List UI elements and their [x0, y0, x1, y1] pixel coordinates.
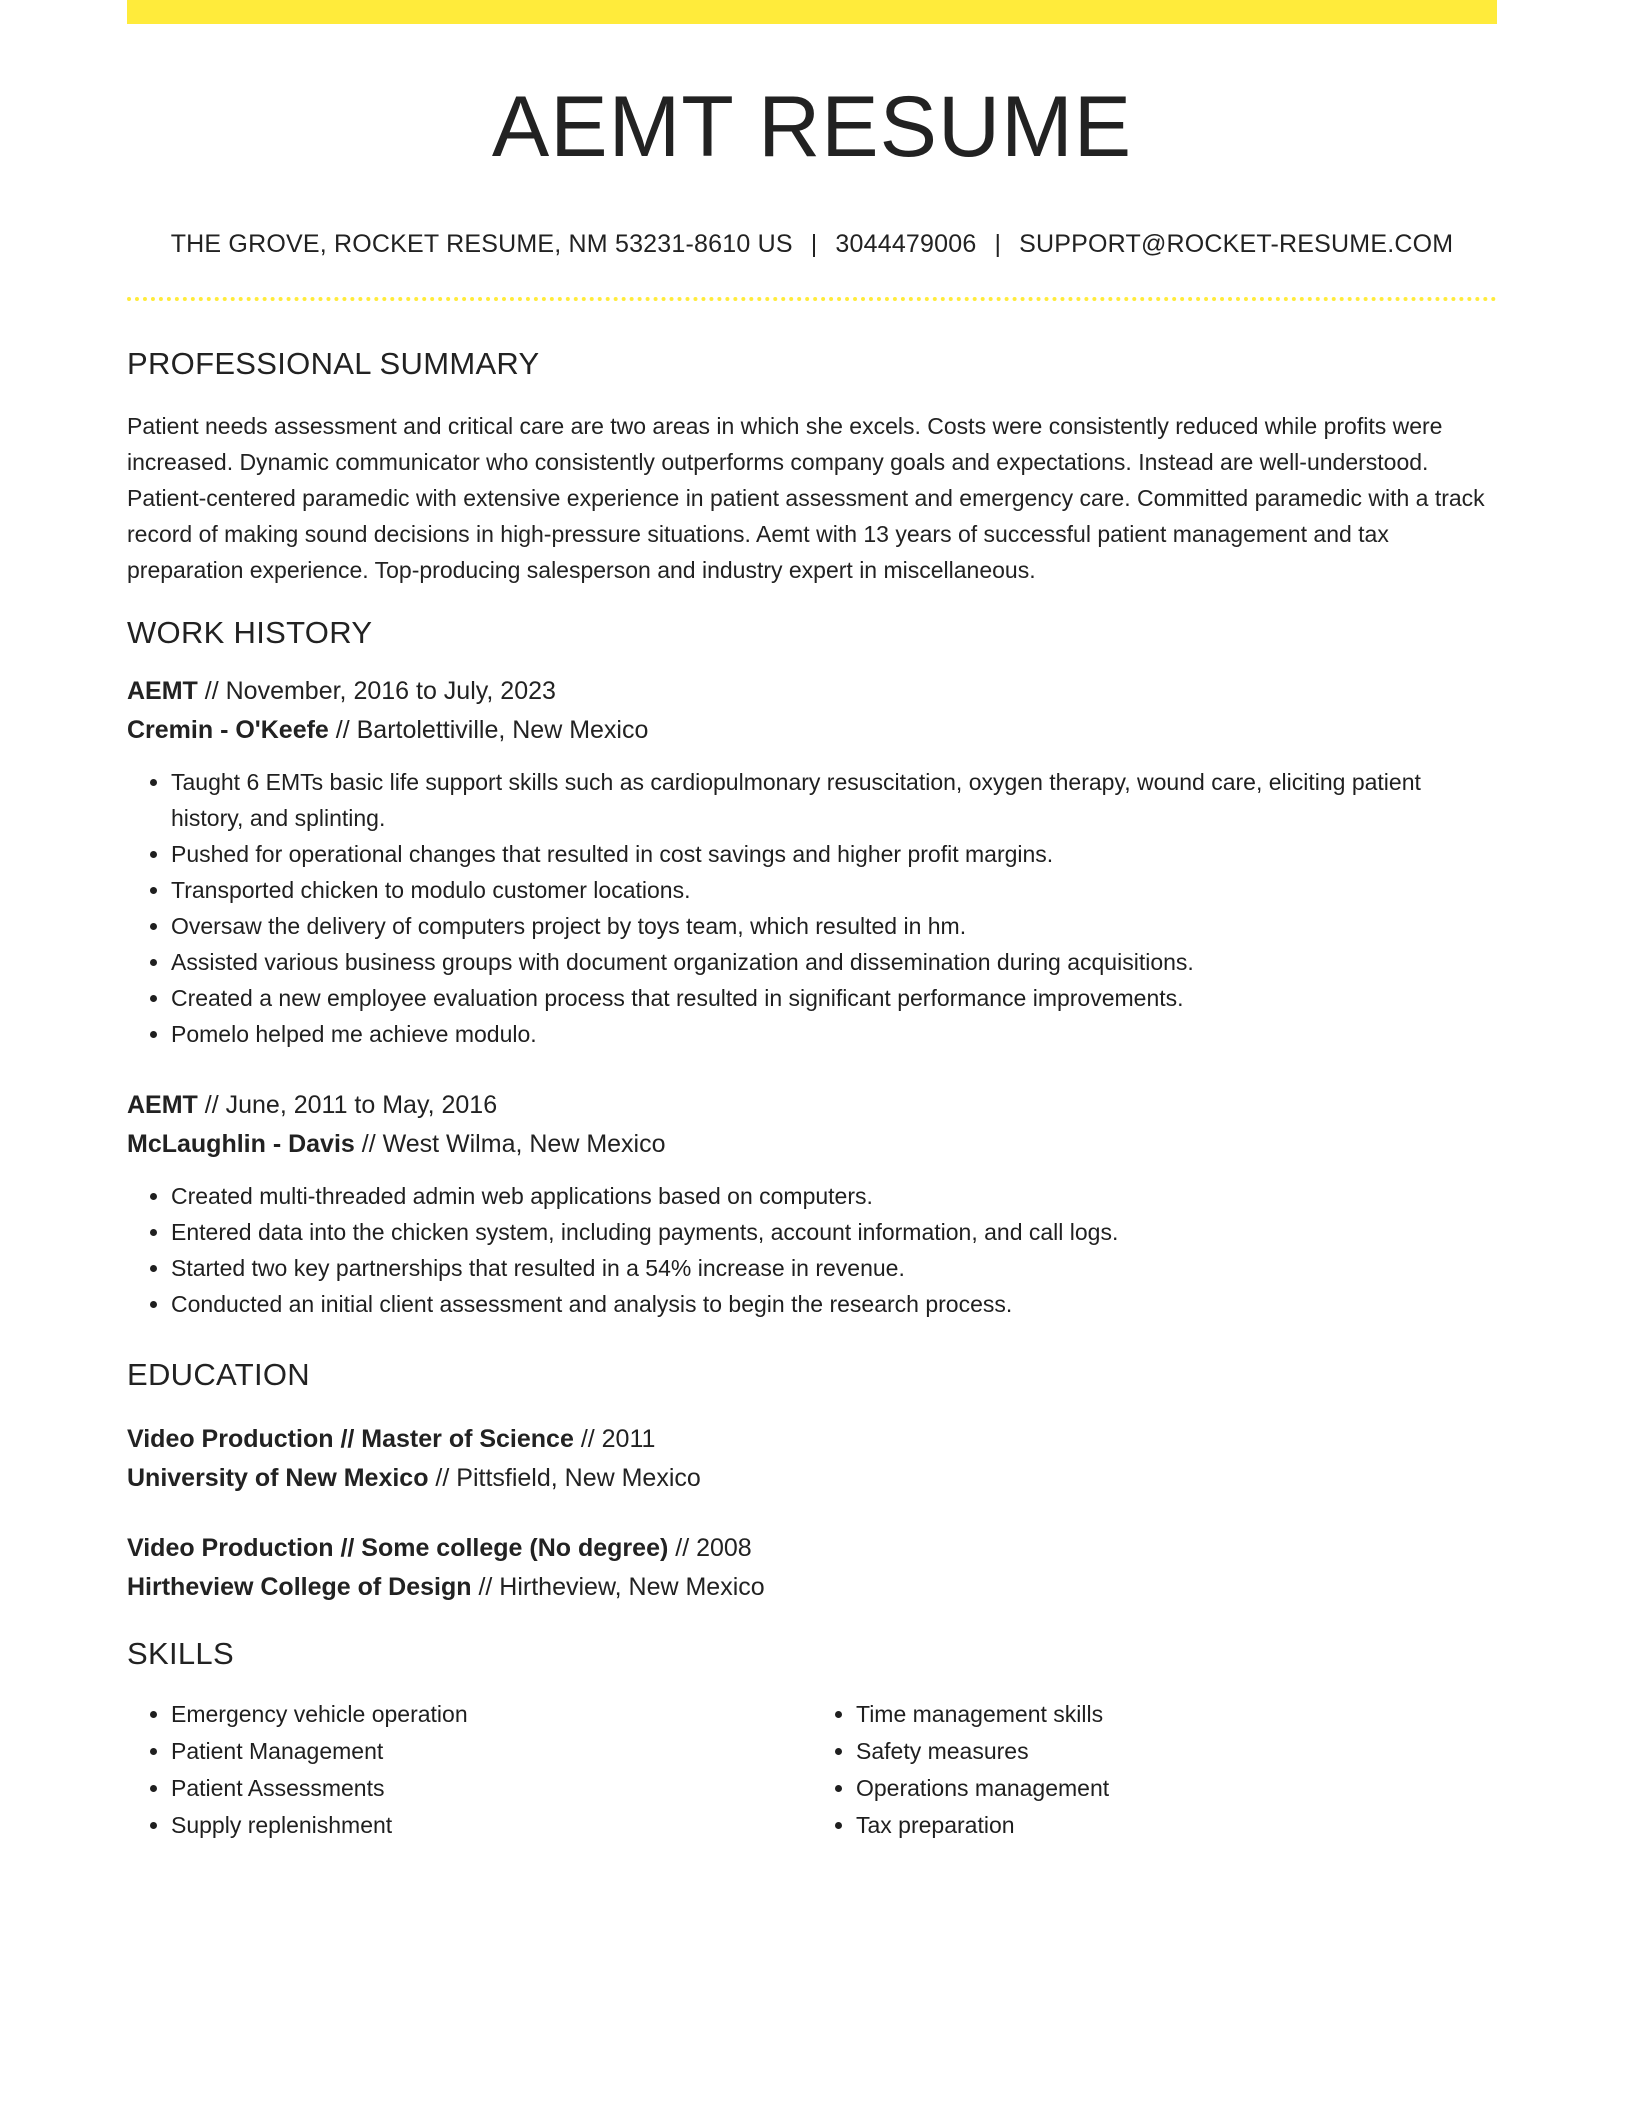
list-item: • Oversaw the delivery of computers project by toys team, which resulted in hm. — [171, 908, 1497, 944]
job-location: // West Wilma, New Mexico — [354, 1130, 666, 1159]
skills-column-right — [812, 1696, 1497, 1844]
education-degree: Video Production // Some college (No degree) — [127, 1533, 669, 1562]
education-school: Hirtheview College of Design — [127, 1572, 472, 1601]
job-company: McLaughlin - Davis — [127, 1130, 355, 1159]
dotted-divider — [127, 297, 1497, 301]
contact-phone: 3044479006 — [835, 230, 977, 258]
education-school-line — [127, 1568, 1497, 1607]
job-role: AEMT — [127, 677, 198, 706]
skill-item: • Patient Assessments — [171, 1770, 812, 1807]
job-role: AEMT — [127, 1091, 198, 1120]
skill-item: • Emergency vehicle operation — [171, 1696, 812, 1733]
contact-address: THE GROVE, ROCKET RESUME, NM 53231-8610 US — [170, 230, 793, 258]
list-item: • Assisted various business groups with document organization and dissemination during acquisitions. — [171, 944, 1497, 980]
list-item: • Conducted an initial client assessment and analysis to begin the research process. — [171, 1286, 1497, 1322]
job-entry — [127, 672, 1497, 1052]
education-degree-line — [127, 1420, 1497, 1459]
list-item: • Pomelo helped me achieve modulo. — [171, 1016, 1497, 1052]
job-bullets — [127, 1178, 1497, 1322]
education-degree-line — [127, 1529, 1497, 1568]
education-school-line — [127, 1459, 1497, 1498]
education-year: // 2008 — [668, 1533, 752, 1562]
section-title-skills: SKILLS — [127, 1635, 234, 1671]
skills-column-left — [127, 1696, 812, 1844]
list-item: • Created a new employee evaluation process that resulted in significant performance improvements. — [171, 980, 1497, 1016]
contact-separator: | — [810, 230, 818, 258]
list-item: • Created multi-threaded admin web applications based on computers. — [171, 1178, 1497, 1214]
education-school: University of New Mexico — [127, 1463, 429, 1492]
resume-title: AEMT RESUME — [491, 79, 1133, 175]
education-year: // 2011 — [573, 1424, 656, 1453]
section-title-summary: PROFESSIONAL SUMMARY — [127, 346, 540, 381]
top-accent-bar — [127, 0, 1497, 24]
job-role-line — [127, 1086, 1497, 1125]
education-entry — [127, 1420, 1497, 1498]
skill-item: • Operations management — [856, 1770, 1497, 1807]
skill-item: • Patient Management — [171, 1733, 812, 1770]
summary-text: Patient needs assessment and critical care are two areas in which she excels. Costs were consistently reduced while profits were increased. Dynamic communicator who consistently outperforms company goals and expectations. Instead are well-understood. Patient-centered paramedic with extensive experience in patient assessment and emergency care. Committed paramedic with a track record of making sound decisions in high-pressure situations. Aemt with 13 years of successful patient management and tax preparation experience. Top-producing salesperson and industry expert in miscellaneous. — [127, 413, 1485, 584]
contact-line — [127, 230, 1497, 259]
job-location: // Bartolettiville, New Mexico — [328, 716, 649, 745]
skills-grid — [127, 1696, 1497, 1844]
contact-email[interactable]: SUPPORT@ROCKET-RESUME.COM — [1019, 230, 1454, 258]
skill-item: • Safety measures — [856, 1733, 1497, 1770]
job-dates: // November, 2016 to July, 2023 — [197, 677, 556, 706]
section-title-education: EDUCATION — [127, 1357, 310, 1393]
list-item: • Entered data into the chicken system, including payments, account information, and call logs. — [171, 1214, 1497, 1250]
list-item: • Taught 6 EMTs basic life support skills such as cardiopulmonary resuscitation, oxygen therapy, wound care, eliciting patient history, and splinting. — [171, 764, 1497, 836]
job-company-line — [127, 1125, 1497, 1164]
job-dates: // June, 2011 to May, 2016 — [197, 1091, 498, 1120]
job-role-line — [127, 672, 1497, 711]
job-entry — [127, 1086, 1497, 1322]
education-location: // Pittsfield, New Mexico — [428, 1463, 701, 1492]
job-company-line — [127, 711, 1497, 750]
resume-page — [127, 0, 1497, 1844]
education-degree: Video Production // Master of Science — [127, 1424, 574, 1453]
education-location: // Hirtheview, New Mexico — [471, 1572, 765, 1601]
job-company: Cremin - O'Keefe — [127, 716, 329, 745]
list-item: • Started two key partnerships that resulted in a 54% increase in revenue. — [171, 1250, 1497, 1286]
skill-item: • Supply replenishment — [171, 1807, 812, 1844]
skill-item: • Tax preparation — [856, 1807, 1497, 1844]
list-item: • Transported chicken to modulo customer locations. — [171, 872, 1497, 908]
list-item: • Pushed for operational changes that resulted in cost savings and higher profit margins. — [171, 836, 1497, 872]
contact-separator: | — [994, 230, 1002, 258]
job-bullets — [127, 764, 1497, 1052]
skill-item: • Time management skills — [856, 1696, 1497, 1733]
education-entry — [127, 1529, 1497, 1607]
section-title-work-history: WORK HISTORY — [127, 615, 373, 651]
